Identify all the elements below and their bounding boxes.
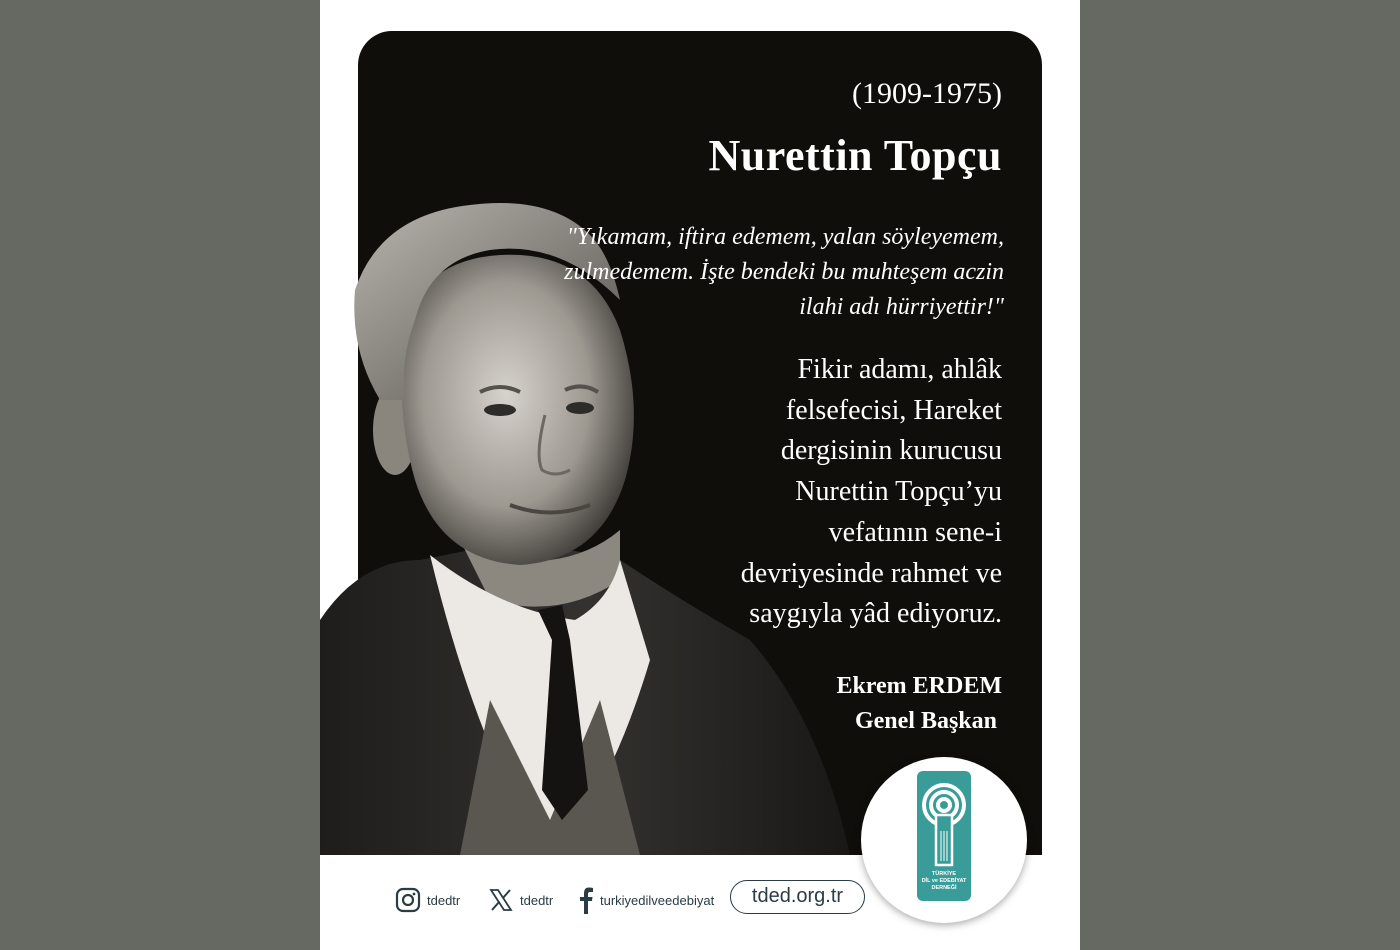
facebook-icon [578,886,594,914]
quote-line: ilahi adı hürriyettir!" [799,294,1004,320]
life-years: (1909-1975) [852,77,1002,110]
message-line: saygıyla yâd ediyoruz. [749,598,1002,630]
instagram-icon [395,887,421,913]
message-line: felsefecisi, Hareket [785,394,1002,426]
quote-block [534,220,1004,325]
x-icon [488,887,514,913]
logo-badge [917,771,971,901]
facebook-handle: turkiyedilveedebiyat [600,892,715,908]
memorial-message [741,350,1002,635]
logo-text-line: DERNEĞİ [931,885,957,891]
logo-emblem-icon [917,771,971,871]
instagram-link[interactable] [395,885,460,915]
person-name: Nurettin Topçu [708,131,1002,180]
website-link[interactable]: tded.org.tr [730,880,865,914]
x-link[interactable] [488,885,553,915]
x-handle: tdedtr [520,892,554,908]
message-line: Fikir adamı, ahlâk [797,354,1002,385]
signer-title: Genel Başkan [854,708,997,734]
logo-text-line: DİL ve EDEBİYAT [921,878,967,884]
message-line: vefatının sene-i [828,516,1002,548]
memorial-poster [320,0,1080,950]
logo-text [917,871,971,892]
message-line: Nurettin Topçu’yu [795,476,1002,508]
logo-text-line: TÜRKİYE [931,871,957,877]
quote-line: zulmedemem. İşte bendeki bu muhteşem aczin [564,259,1004,285]
message-line: dergisinin kurucusu [780,435,1002,467]
instagram-handle: tdedtr [427,892,461,908]
signer-name: Ekrem ERDEM [836,673,1002,699]
quote-line: "Yıkamam, iftira edemem, yalan söyleyemem, [566,224,1004,250]
tded-logo [861,757,1027,923]
message-line: devriyesinde rahmet ve [740,557,1002,589]
facebook-link[interactable] [578,885,714,915]
